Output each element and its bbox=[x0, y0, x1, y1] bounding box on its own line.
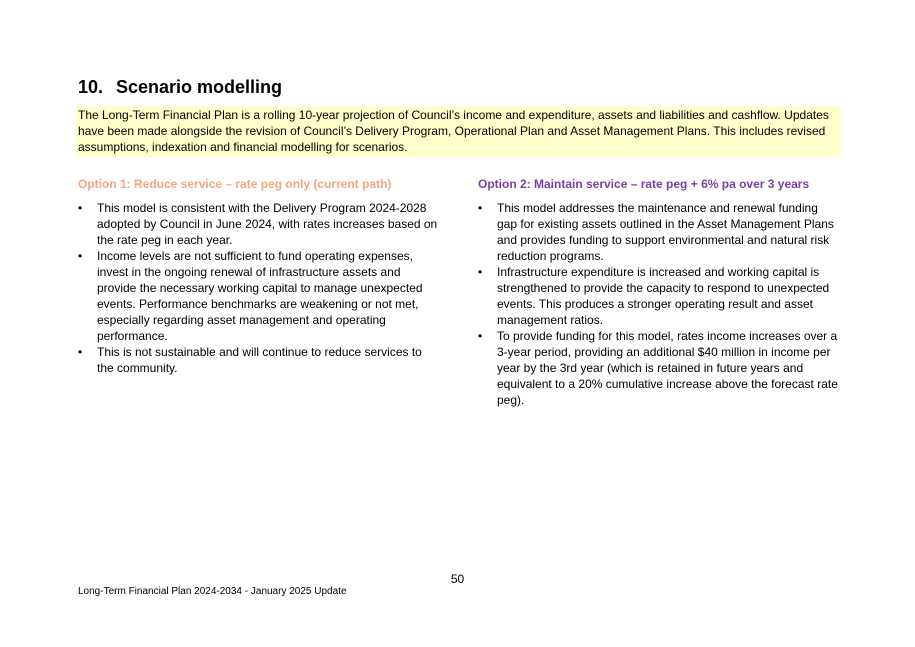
page-number: 50 bbox=[450, 572, 465, 586]
option-1-list bbox=[78, 200, 440, 376]
list-item bbox=[478, 200, 840, 264]
section-number: 10. bbox=[78, 77, 104, 97]
list-item-text: Infrastructure expenditure is increased and working capital is strengthened to provide the capacity to respond to unexpected events. This produces a stronger operating result and asset management ratios. bbox=[497, 265, 830, 327]
bullet-icon: • bbox=[478, 329, 483, 343]
bullet-icon: • bbox=[478, 265, 483, 279]
footer-text: Long-Term Financial Plan 2024-2034 - January 2025 Update bbox=[78, 586, 347, 597]
list-item bbox=[78, 248, 440, 344]
section-title: Scenario modelling bbox=[116, 77, 283, 97]
section-heading bbox=[78, 77, 282, 98]
bullet-icon: • bbox=[78, 345, 83, 359]
option-2-column bbox=[478, 176, 840, 408]
list-item bbox=[478, 264, 840, 328]
bullet-icon: • bbox=[478, 201, 483, 215]
option-1-column bbox=[78, 176, 440, 376]
bullet-icon: • bbox=[78, 201, 83, 215]
list-item-text: This is not sustainable and will continue to reduce services to the community. bbox=[97, 345, 422, 375]
list-item-text: This model is consistent with the Delivery Program 2024-2028 adopted by Council in June 2024, with rates increases based on the rate peg in each year. bbox=[97, 201, 438, 247]
option-2-title: Option 2: Maintain service – rate peg + 6% pa over 3 years bbox=[478, 177, 810, 191]
list-item-text: Income levels are not sufficient to fund operating expenses, invest in the ongoing renewal of infrastructure assets and provide the necessary working capital to manage unexpected events. Performance benchmarks are weakening or not met, especially regarding asset management and operating performance. bbox=[97, 249, 423, 343]
option-2-list bbox=[478, 200, 840, 408]
list-item bbox=[478, 328, 840, 408]
list-item-text: This model addresses the maintenance and renewal funding gap for existing assets outlined in the Asset Management Plans and provides funding to support environmental and natural risk reduction programs. bbox=[497, 201, 834, 263]
bullet-icon: • bbox=[78, 249, 83, 263]
list-item bbox=[78, 200, 440, 248]
list-item-text: To provide funding for this model, rates income increases over a 3-year period, providing an additional $40 million in income per year by the 3rd year (which is retained in future years and equivalent to a 20% cumulative increase above the forecast rate peg). bbox=[497, 329, 838, 407]
option-1-title: Option 1: Reduce service – rate peg only (current path) bbox=[78, 177, 392, 191]
intro-paragraph: The Long-Term Financial Plan is a rolling 10-year projection of Council’s income and expenditure, assets and liabilities and cashflow. Updates have been made alongside the revision of Council’s Delivery Program, Operational Plan and Asset Management Plans. This includes revised assumptions, indexation and financial modelling for scenarios. bbox=[76, 106, 841, 157]
list-item bbox=[78, 344, 440, 376]
